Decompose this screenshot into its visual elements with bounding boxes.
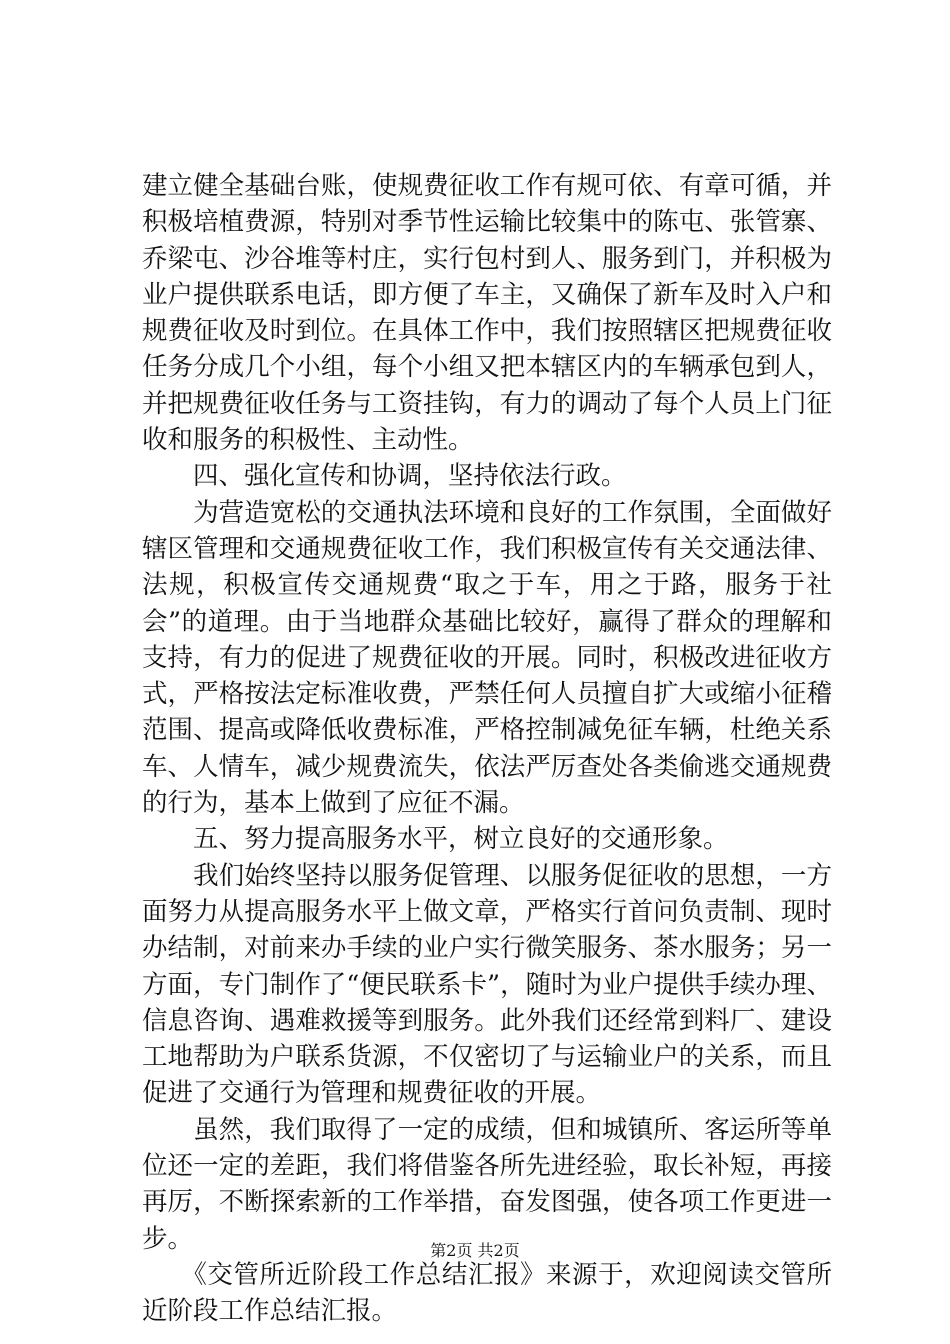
- text-line: 信息咨询、遇难救援等到服务。此外我们还经常到料厂、建设: [142, 1005, 832, 1036]
- text-line: 再厉，不断探索新的工作举措，奋发图强，使各项工作更进一: [142, 1187, 832, 1218]
- text-line: 业户提供联系电话，即方便了车主，又确保了新车及时入户和: [142, 279, 832, 310]
- text-line: 步。: [142, 1223, 194, 1254]
- text-line: 乔梁屯、沙谷堆等村庄，实行包村到人、服务到门，并积极为: [142, 243, 832, 274]
- text-line: 范围、提高或降低收费标准，严格控制减免征车辆，杜绝关系: [142, 715, 832, 746]
- page-footer: 第2页 共2页: [430, 1241, 520, 1260]
- text-line: 车、人情车，减少规费流失，依法严厉查处各类偷逃交通规费: [142, 751, 832, 782]
- text-line: 并把规费征收任务与工资挂钩，有力的调动了每个人员上门征: [142, 388, 832, 419]
- document-body: [142, 168, 832, 1330]
- text-line: 虽然，我们取得了一定的成绩，但和城镇所、客运所等单: [142, 1114, 832, 1145]
- text-line: 辖区管理和交通规费征收工作，我们积极宣传有关交通法律、: [142, 533, 832, 564]
- text-line: 式，严格按法定标准收费，严禁任何人员擅自扩大或缩小征稽: [142, 679, 832, 710]
- text-line: 位还一定的差距，我们将借鉴各所先进经验，取长补短，再接: [142, 1151, 832, 1182]
- text-line: 会”的道理。由于当地群众基础比较好，赢得了群众的理解和: [142, 606, 832, 637]
- text-line: 我们始终坚持以服务促管理、以服务促征收的思想，一方: [142, 860, 832, 891]
- text-line: 方面，专门制作了“便民联系卡”，随时为业户提供手续办理、: [142, 969, 832, 1000]
- text-line: 近阶段工作总结汇报。: [142, 1296, 398, 1327]
- text-line: 规费征收及时到位。在具体工作中，我们按照辖区把规费征收: [142, 316, 832, 347]
- text-line: 收和服务的积极性、主动性。: [142, 425, 474, 456]
- text-line: 办结制，对前来办手续的业户实行微笑服务、茶水服务；另一: [142, 933, 832, 964]
- text-line: 《交管所近阶段工作总结汇报》来源于，欢迎阅读交管所: [142, 1259, 832, 1290]
- text-line: 五、努力提高服务水平，树立良好的交通形象。: [142, 824, 729, 855]
- text-line: 的行为，基本上做到了应征不漏。: [142, 788, 525, 819]
- text-line: 工地帮助为户联系货源，不仅密切了与运输业户的关系，而且: [142, 1042, 832, 1073]
- text-line: 支持，有力的促进了规费征收的开展。同时，积极改进征收方: [142, 642, 832, 673]
- text-line: 为营造宽松的交通执法环境和良好的工作氛围，全面做好: [142, 497, 832, 528]
- text-line: 任务分成几个小组，每个小组又把本辖区内的车辆承包到人，: [142, 352, 832, 383]
- text-line: 面努力从提高服务水平上做文章，严格实行首问负责制、现时: [142, 896, 832, 927]
- text-line: 法规，积极宣传交通规费“取之于车，用之于路，服务于社: [142, 570, 832, 601]
- text-line: 促进了交通行为管理和规费征收的开展。: [142, 1078, 602, 1109]
- text-line: 四、强化宣传和协调，坚持依法行政。: [142, 461, 627, 492]
- text-line: 建立健全基础台账，使规费征收工作有规可依、有章可循，并: [142, 171, 832, 201]
- text-line: 积极培植费源，特别对季节性运输比较集中的陈屯、张管寨、: [142, 207, 832, 238]
